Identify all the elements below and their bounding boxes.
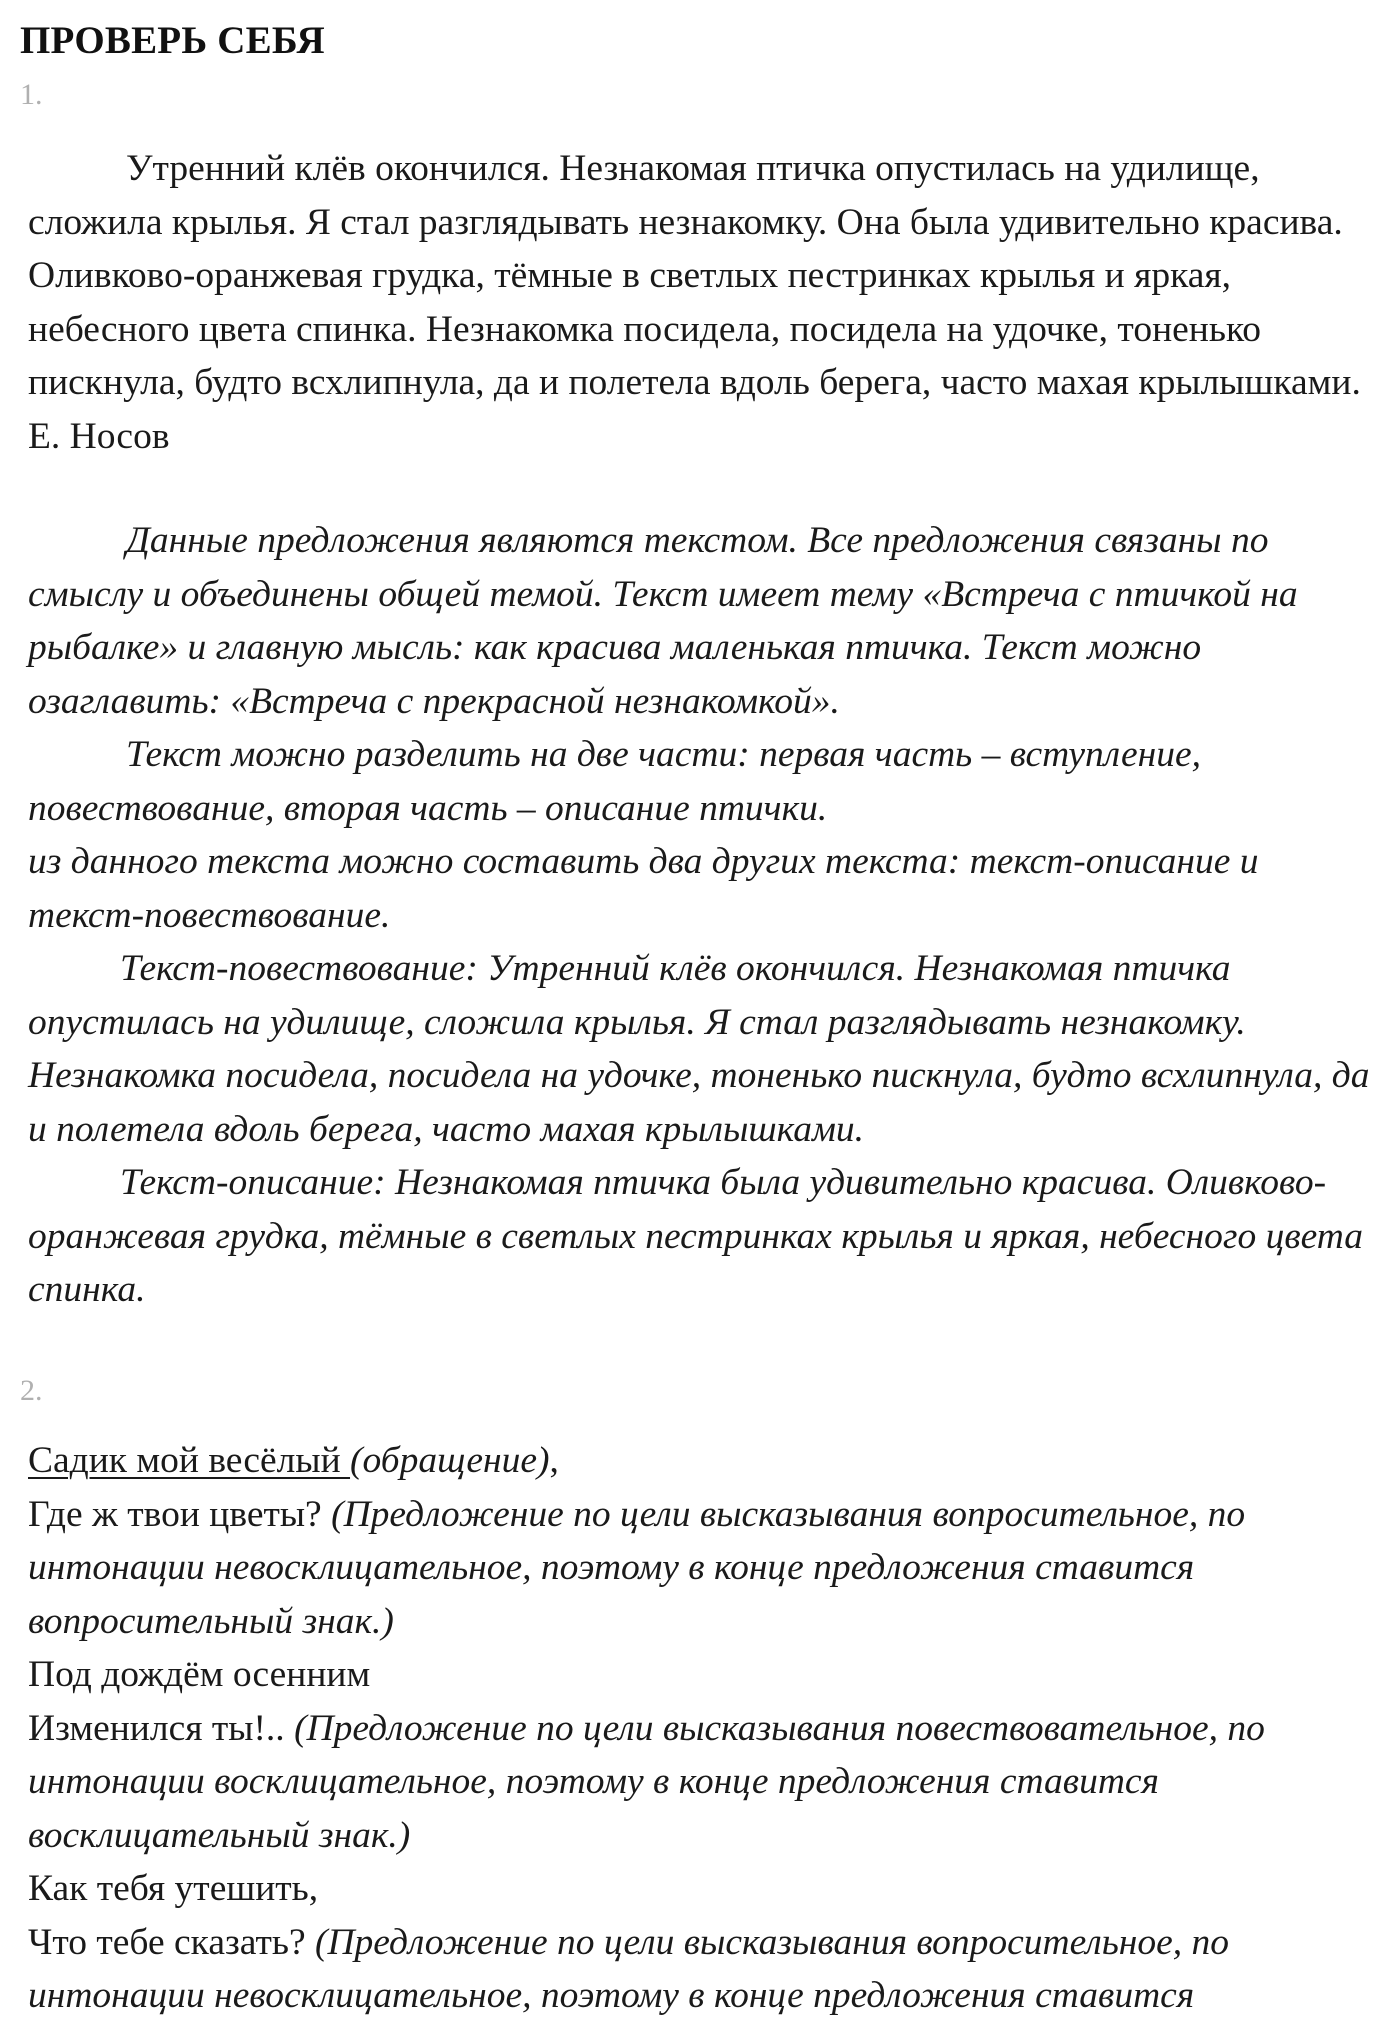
annotation: (Предложение по цели высказывания повествовательное, по интонации восклицательное, поэтому в конце предложения ставится восклицательный знак.) bbox=[28, 1707, 1265, 1856]
description-text: Текст-описание: Незнакомая птичка была удивительно красива. Оливково-оранжевая грудка, тёмные в светлых пестринках крылья и яркая, небесного цвета спинка. bbox=[28, 1162, 1364, 1310]
narrative-text: Текст-повествование: Утренний клёв окончился. Незнакомая птичка опустилась на удилище, сложила крылья. Я стал разглядывать незнакомку. Незнакомка посидела, посидела на удочке, тоненько пискнула, будто всхлипнула, да и полетела вдоль берега, часто махая крылышками. bbox=[28, 948, 1370, 1150]
page-title: ПРОВЕРЬ СЕБЯ bbox=[20, 19, 325, 62]
poem-line bbox=[28, 1434, 1378, 1488]
task-number-1: 1. bbox=[20, 78, 43, 111]
analysis-paragraph-2: Текст можно разделить на две части: первая часть – вступление, повествование, вторая часть – описание птички. bbox=[28, 734, 1202, 829]
analysis-paragraph-1: Данные предложения являются текстом. Все предложения связаны по смыслу и объединены общей темой. Текст имеет тему «Встреча с птичкой на рыбалке» и главную мысль: как красива маленькая птичка. Текст можно озаглавить: «Встреча с прекрасной незнакомкой». bbox=[28, 520, 1298, 722]
line-tail: , bbox=[549, 1440, 559, 1481]
poem-text: Как тебя утешить, bbox=[28, 1868, 319, 1909]
source-text bbox=[28, 142, 1378, 463]
poem-line bbox=[28, 1488, 1378, 1649]
poem-line bbox=[28, 1702, 1378, 1863]
poem-text: Изменился ты!.. bbox=[28, 1707, 295, 1749]
annotation: (Предложение по цели высказывания вопросительное, по интонации невосклицательное, поэтому в конце предложения ставится вопросительный знак.) bbox=[28, 1493, 1246, 1642]
poem-text: Под дождём осенним bbox=[28, 1654, 371, 1695]
annotation: (Предложение по цели высказывания вопросительное, по интонации невосклицательное, поэтому в конце предложения ставится bbox=[28, 1921, 1230, 2016]
poem-line bbox=[28, 1862, 1378, 1916]
poem-analysis bbox=[28, 1434, 1378, 2023]
task-number-2: 2. bbox=[20, 1374, 43, 1407]
poem-text: Что тебе сказать? bbox=[28, 1921, 315, 1963]
source-paragraph: Утренний клёв окончился. Незнакомая птичка опустилась на удилище, сложила крылья. Я стал разглядывать незнакомку. Она была удивительно красива. Оливково-оранжевая грудка, тёмные в светлых пестринках крылья и яркая, небесного цвета спинка. Незнакомка посидела, посидела на удочке, тоненько пискнула, будто всхлипнула, да и полетела вдоль берега, часто махая крылышками. Е. Носов bbox=[28, 148, 1361, 457]
analysis-paragraph-3: из данного текста можно составить два других текста: текст-описание и текст-повествование. bbox=[28, 841, 1259, 936]
poem-text: Где ж твои цветы? bbox=[28, 1493, 332, 1535]
poem-line bbox=[28, 1648, 1378, 1702]
address-phrase: Садик мой весёлый bbox=[28, 1440, 351, 1481]
annotation: (обращение) bbox=[350, 1440, 550, 1481]
poem-line bbox=[28, 1916, 1378, 2023]
analysis-text bbox=[28, 514, 1378, 1317]
